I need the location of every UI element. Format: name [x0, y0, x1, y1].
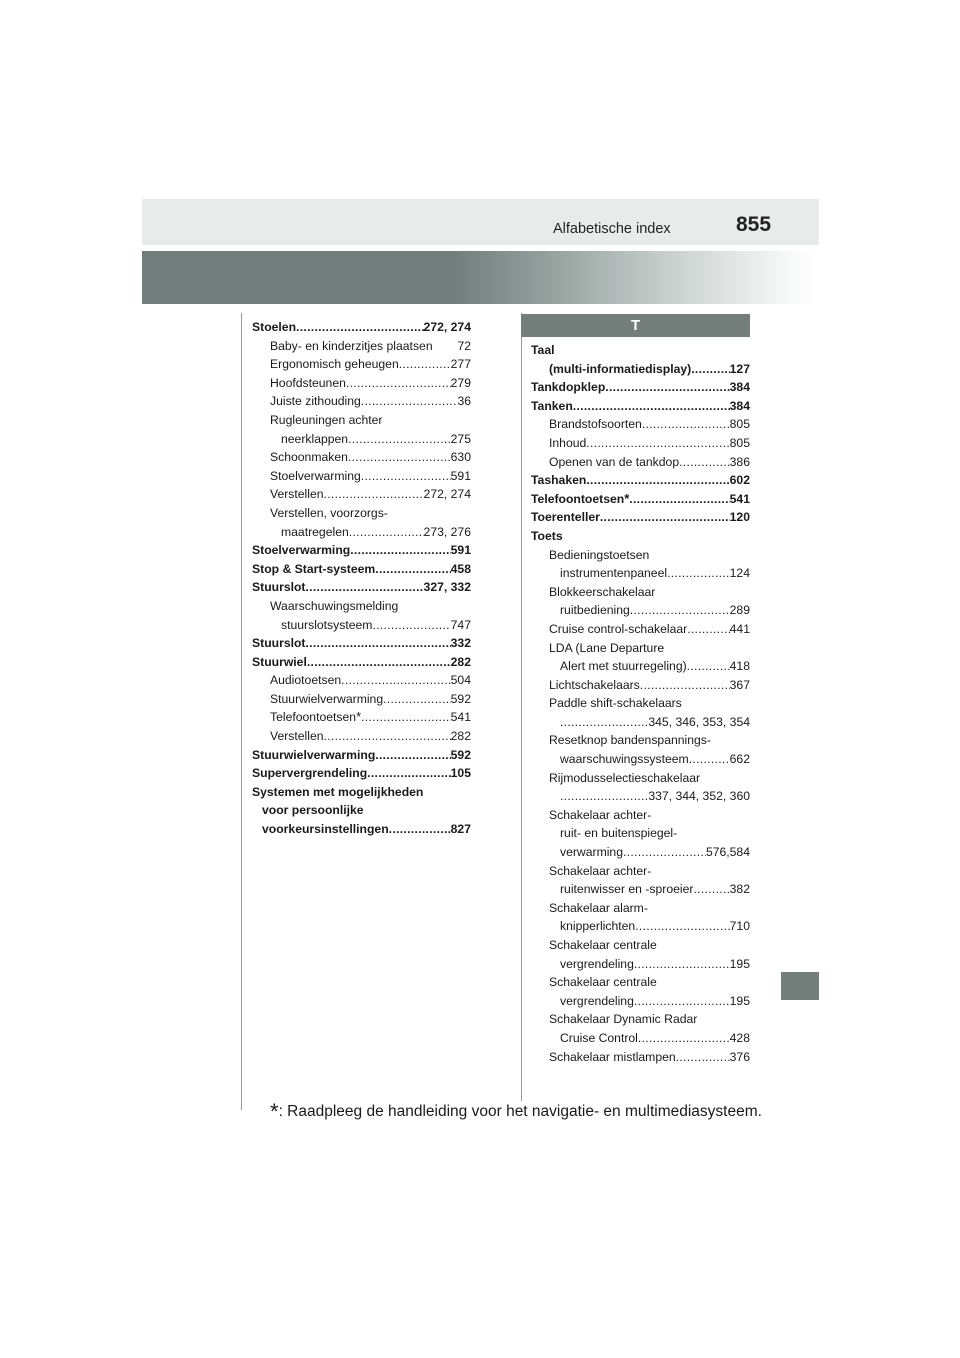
footnote-text: : Raadpleeg de handleiding voor het navigatie- en multimediasysteem.	[278, 1103, 762, 1120]
entry-page: 289	[729, 603, 750, 618]
entry-page: 827	[450, 822, 471, 837]
entry-term: Openen van de tankdop	[549, 454, 680, 469]
leader-dots	[306, 578, 424, 597]
entry-page: 541	[450, 710, 471, 725]
entry-page: 384	[729, 380, 750, 395]
entry-term: Stuurwiel	[252, 654, 307, 669]
entry-page: 384	[729, 398, 750, 413]
entry-term: Schakelaar centrale	[549, 938, 657, 952]
leader-dots	[324, 727, 451, 746]
entry-term: Cruise control-schakelaar	[549, 621, 688, 636]
leader-dots	[634, 955, 730, 974]
entry-page: 386	[729, 454, 750, 469]
index-entry-heading[interactable]	[252, 801, 471, 820]
index-entry[interactable]: Telefoontoetsen * ..... 541	[252, 708, 471, 727]
index-entry-heading[interactable]	[531, 731, 750, 750]
entry-page: 805	[729, 435, 750, 450]
leader-dots	[676, 1048, 730, 1067]
leader-dots	[399, 355, 451, 374]
index-entry-heading[interactable]	[252, 597, 471, 616]
entry-term: Baby- en kinderzitjes plaatsen	[270, 338, 433, 353]
entry-page: 592	[450, 747, 471, 762]
leader-dots	[634, 992, 730, 1011]
leader-dots	[361, 467, 451, 486]
leader-dots	[324, 485, 424, 504]
entry-term: Stuurwielverwarming	[252, 747, 376, 762]
leader-dots	[306, 634, 451, 653]
entry-term: Schakelaar achter-	[549, 807, 652, 822]
index-entry[interactable]	[252, 485, 471, 504]
leader-dots	[586, 434, 729, 453]
index-entry[interactable]	[531, 601, 750, 620]
index-entry[interactable]	[252, 671, 471, 690]
index-entry[interactable]	[531, 880, 750, 899]
entry-page: 458	[450, 561, 471, 576]
leader-dots	[375, 560, 450, 579]
entry-term: Rugleuningen achter	[270, 412, 383, 427]
index-entry[interactable]	[252, 820, 471, 839]
leader-dots	[389, 820, 451, 839]
index-entry[interactable]	[252, 727, 471, 746]
entry-term: Tanken	[531, 398, 573, 413]
entry-term: vergrendeling	[560, 956, 634, 971]
entry-term: Brandstofsoorten	[549, 417, 642, 432]
entry-term: Stoelen	[252, 320, 297, 334]
entry-page: 36	[457, 394, 471, 409]
entry-page: 279	[450, 375, 471, 390]
index-entry[interactable]	[531, 471, 750, 490]
entry-page: 504	[450, 673, 471, 688]
leader-dots	[350, 541, 450, 560]
leader-dots	[346, 374, 451, 393]
entry-term: Tashaken	[531, 473, 587, 488]
leader-dots	[348, 430, 451, 449]
entry-term: ruitbediening	[560, 603, 630, 618]
entry-page: 418	[729, 659, 750, 674]
entry-term: Systemen met mogelijkheden	[252, 784, 424, 799]
index-entry-heading[interactable]	[531, 341, 750, 360]
entry-term: maatregelen	[281, 524, 349, 539]
index-entry[interactable]	[252, 746, 471, 765]
leader-dots	[367, 764, 451, 783]
entry-term: knipperlichten	[560, 919, 636, 934]
entry-term: Audiotoetsen	[270, 673, 342, 688]
leader-dots	[586, 471, 729, 490]
entry-term: Stuurslot	[252, 580, 306, 595]
leader-dots	[361, 708, 451, 727]
entry-page: 72	[457, 338, 471, 353]
index-entry-heading[interactable]	[531, 824, 750, 843]
index-entry[interactable]	[531, 955, 750, 974]
index-entry[interactable]	[531, 676, 750, 695]
index-entry-heading[interactable]	[252, 783, 471, 802]
entry-page: 541	[729, 491, 750, 506]
leader-dots	[307, 653, 451, 672]
leader-dots	[573, 397, 730, 416]
index-entry-heading[interactable]	[252, 504, 471, 523]
index-entry[interactable]	[531, 564, 750, 583]
index-entry[interactable]	[531, 434, 750, 453]
index-entry[interactable]	[531, 508, 750, 527]
index-entry[interactable]	[531, 397, 750, 416]
leader-dots	[667, 564, 730, 583]
entry-page: 602	[729, 473, 750, 488]
entry-term: Stoelverwarming	[270, 468, 361, 483]
entry-page: 591	[450, 543, 471, 558]
index-entry[interactable]	[252, 764, 471, 783]
index-entry[interactable]	[531, 787, 750, 806]
leader-dots	[348, 448, 451, 467]
entry-term: ruit- en buitenspiegel-	[560, 826, 678, 841]
leader-dots	[687, 620, 729, 639]
leader-dots	[689, 750, 730, 769]
index-entry[interactable]	[252, 523, 471, 542]
entry-term: voor persoonlijke	[262, 803, 364, 818]
leader-dots	[693, 880, 729, 899]
leader-dots	[691, 360, 729, 379]
entry-term: Verstellen	[270, 729, 324, 744]
index-column-left	[252, 318, 471, 839]
entry-page: 576,584	[705, 845, 750, 860]
entry-page: 367	[729, 677, 750, 692]
entry-term: Schakelaar mistlampen	[549, 1049, 676, 1064]
entry-page: 630	[450, 450, 471, 465]
entry-term: Stop & Start-systeem	[252, 561, 376, 576]
entry-term: vergrendeling	[560, 993, 634, 1008]
entry-page: 592	[450, 691, 471, 706]
section-letter: T	[521, 314, 750, 337]
entry-term: Bedieningstoetsen	[549, 547, 650, 562]
index-entry[interactable]	[531, 917, 750, 936]
index-entry[interactable]	[252, 616, 471, 635]
entry-term: Stoelverwarming	[252, 543, 351, 558]
entry-term: waarschuwingssysteem	[560, 752, 689, 767]
leader-dots	[560, 787, 648, 806]
entry-term: Schakelaar achter-	[549, 863, 652, 878]
entry-page: 591	[450, 468, 471, 483]
entry-page: 441	[729, 621, 750, 636]
entry-page: 376	[729, 1049, 750, 1064]
entry-page: 332	[450, 636, 471, 651]
entry-term: Toets	[531, 528, 563, 543]
entry-term: ruitenwisser en -sproeier	[560, 882, 694, 897]
entry-term: Ergonomisch geheugen	[270, 357, 399, 372]
index-entry[interactable]	[531, 713, 750, 732]
leader-dots	[638, 1029, 730, 1048]
entry-page: 337, 344, 352, 360	[648, 789, 750, 804]
index-entry-heading[interactable]	[531, 936, 750, 955]
index-entry[interactable]	[252, 690, 471, 709]
index-entry-heading[interactable]	[252, 411, 471, 430]
entry-term: Inhoud	[549, 435, 587, 450]
index-entry[interactable]	[252, 634, 471, 653]
entry-term: Alert met stuurregeling)	[560, 659, 687, 674]
entry-term: neerklappen	[281, 431, 349, 446]
index-column-right	[531, 341, 750, 1066]
index-entry[interactable]	[531, 453, 750, 472]
entry-term: stuurslotsysteem	[281, 617, 373, 632]
entry-term: Stuurslot	[252, 636, 306, 651]
left-rule	[241, 313, 242, 1110]
index-entry[interactable]	[531, 992, 750, 1011]
index-entry[interactable]	[531, 620, 750, 639]
index-entry[interactable]	[531, 378, 750, 397]
footnote-star: *	[270, 1099, 279, 1124]
header-bar	[142, 199, 819, 245]
index-entry[interactable]	[252, 448, 471, 467]
entry-page: 382	[729, 882, 750, 897]
entry-term: Schakelaar alarm-	[549, 900, 648, 915]
index-entry[interactable]	[252, 560, 471, 579]
center-rule	[521, 313, 522, 1101]
index-entry[interactable]	[252, 653, 471, 672]
index-entry[interactable]	[252, 318, 471, 337]
leader-dots	[375, 746, 450, 765]
entry-term: LDA (Lane Departure	[549, 640, 665, 655]
entry-term: Verstellen, voorzorgs-	[270, 505, 388, 520]
leader-dots	[361, 392, 458, 411]
index-entry[interactable]	[531, 750, 750, 769]
index-entry[interactable]	[252, 374, 471, 393]
index-entry-heading[interactable]	[531, 1010, 750, 1029]
entry-page: 345, 346, 353, 354	[648, 714, 750, 729]
entry-term: Stuurwielverwarming	[270, 691, 384, 706]
entry-term: Schakelaar centrale	[549, 975, 657, 990]
entry-term: Verstellen	[270, 487, 324, 502]
index-entry-heading[interactable]	[531, 527, 750, 546]
entry-term: instrumentenpaneel	[560, 566, 668, 581]
index-entry-heading[interactable]	[531, 694, 750, 713]
footnote	[270, 1099, 762, 1125]
index-entry[interactable]	[252, 355, 471, 374]
index-entry[interactable]	[252, 578, 471, 597]
entry-term: Schoonmaken	[270, 450, 348, 465]
entry-term: Lichtschakelaars	[549, 677, 640, 692]
entry-term: Toerenteller	[531, 510, 600, 525]
entry-term: Rijmodusselectieschakelaar	[549, 770, 701, 785]
index-entry-heading[interactable]	[531, 583, 750, 602]
entry-term: Paddle shift-schakelaars	[549, 696, 682, 711]
leader-dots	[383, 690, 451, 709]
index-entry-heading[interactable]	[531, 639, 750, 658]
leader-dots	[296, 318, 424, 337]
entry-page: 272, 274	[423, 487, 471, 502]
entry-term: verwarming	[560, 845, 623, 860]
entry-term: Schakelaar Dynamic Radar	[549, 1012, 698, 1027]
leader-dots	[372, 616, 450, 635]
chapter-tab[interactable]	[781, 972, 819, 1000]
index-entry-heading[interactable]	[531, 806, 750, 825]
entry-term: Supervergrendeling	[252, 766, 368, 781]
leader-dots	[629, 490, 729, 509]
entry-page: 282	[450, 729, 471, 744]
entry-page: 327, 332	[423, 580, 471, 595]
entry-page: 277	[450, 357, 471, 372]
leader-dots	[623, 843, 706, 862]
index-entry[interactable]	[252, 541, 471, 560]
entry-page: 805	[729, 417, 750, 432]
header-band	[142, 251, 819, 304]
leader-dots	[640, 676, 730, 695]
index-entry-heading[interactable]	[531, 862, 750, 881]
leader-dots	[642, 415, 730, 434]
entry-term: Telefoontoetsen	[270, 710, 357, 725]
index-entry-heading[interactable]	[531, 899, 750, 918]
leader-dots	[600, 508, 730, 527]
page-title: Alfabetische index	[553, 221, 671, 237]
entry-page: 710	[729, 919, 750, 934]
entry-page: 747	[450, 617, 471, 632]
entry-term: Taal	[531, 343, 555, 357]
entry-page: 124	[729, 566, 750, 581]
index-entry[interactable]	[252, 337, 471, 356]
entry-term: Hoofdsteunen	[270, 375, 346, 390]
leader-dots	[679, 453, 730, 472]
entry-page: 662	[729, 752, 750, 767]
leader-dots	[635, 917, 729, 936]
entry-term: (multi-informatiedisplay)	[549, 361, 692, 376]
index-entry[interactable]	[531, 1029, 750, 1048]
leader-dots	[687, 657, 730, 676]
entry-page: 120	[729, 510, 750, 525]
page-number: 855	[736, 213, 772, 236]
leader-dots	[605, 378, 729, 397]
entry-term: Waarschuwingsmelding	[270, 598, 399, 613]
index-entry[interactable]	[531, 657, 750, 676]
index-entry[interactable]	[252, 467, 471, 486]
index-entry-heading[interactable]	[531, 769, 750, 788]
index-entry[interactable]	[252, 392, 471, 411]
entry-page: 195	[729, 956, 750, 971]
entry-page: 195	[729, 993, 750, 1008]
entry-term: Blokkeerschakelaar	[549, 584, 656, 599]
entry-page: 282	[450, 654, 471, 669]
entry-term: Resetknop bandenspannings-	[549, 733, 711, 748]
leader-dots	[560, 713, 648, 732]
index-entry[interactable]: Telefoontoetsen * ..... 541	[531, 490, 750, 509]
index-entry[interactable]	[531, 1048, 750, 1067]
leader-dots	[341, 671, 451, 690]
entry-page: 272, 274	[423, 320, 471, 334]
entry-page: 275	[450, 431, 471, 446]
entry-page: 127	[729, 361, 750, 376]
entry-term: voorkeursinstellingen	[262, 822, 389, 837]
index-entry-heading[interactable]	[531, 973, 750, 992]
entry-term: Juiste zithouding	[270, 394, 361, 409]
entry-page: 428	[729, 1030, 750, 1045]
leader-dots	[630, 601, 730, 620]
entry-page: 273, 276	[423, 524, 471, 539]
leader-dots	[349, 523, 424, 542]
entry-term: Tankdopklep	[531, 380, 606, 395]
index-entry[interactable]	[531, 415, 750, 434]
entry-term: Cruise Control	[560, 1030, 638, 1045]
index-entry[interactable]	[531, 843, 750, 862]
index-entry[interactable]	[252, 430, 471, 449]
index-entry-heading[interactable]	[531, 546, 750, 565]
entry-term: Telefoontoetsen	[531, 491, 625, 506]
index-entry[interactable]	[531, 360, 750, 379]
entry-page: 105	[450, 766, 471, 781]
